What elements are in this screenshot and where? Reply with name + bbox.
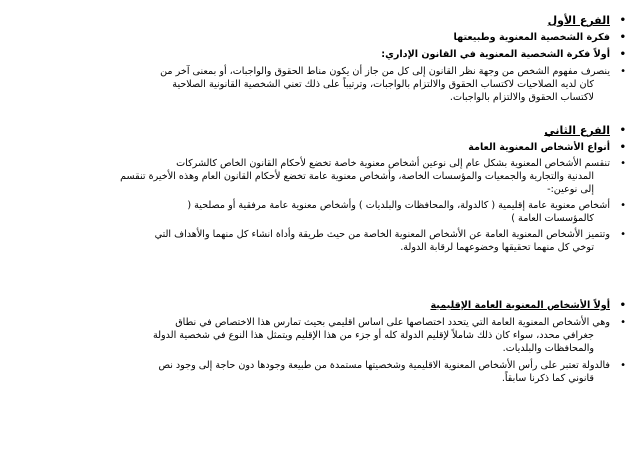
section-2-para-3-line-2: توخي كل منهما تحقيقها وخضوعهما لرقابة الدولة. <box>400 242 594 253</box>
section-1-para-line-1: • ينصرف مفهوم الشخص من وجهة نظر القانون إلى كل من جاز أن يكون مناط الحقوق والواجبات، أو بمعنى آخر من <box>24 65 610 78</box>
section-1-para-line-3: لاكتساب الحقوق والالتزام بالواجبات. <box>449 92 594 103</box>
section-3-title: • أولاً الأشخاص المعنوية العامة الإقليمية <box>24 299 610 312</box>
section-2-para-1-line-3: إلى نوعين:- <box>547 184 594 195</box>
section-1-para-line-2: كان لديه الصلاحيات لاكتساب الحقوق والالتزام بالواجبات، وترتيباً على ذلك تعني الشخصية القانونية الصلاحية <box>172 79 594 90</box>
section-2-para-1-line-1: • تنقسم الأشخاص المعنوية بشكل عام إلى نوعين أشخاص معنوية خاصة تخضع لأحكام القانون الخاص كالشركات <box>24 157 610 170</box>
section-2-title: • الفرع الثاني <box>24 124 610 137</box>
section-3-para-1-line-2: جغرافي محدد، سواء كان ذلك شاملاً لإقليم الدولة كله أو جزء من هذا الإقليم ويتمثل هذا النوع في شخصية الدولة <box>152 330 594 341</box>
section-2-para-2-line-1: • أشخاص معنوية عامة إقليمية ( كالدولة، والمحافظات والبلديات ) وأشخاص معنوية عامة مرفقية أو مصلحية ( <box>24 199 610 212</box>
section-1-point-title: • أولاً فكرة الشخصية المعنوية في القانون الإداري: <box>24 48 610 61</box>
section-3-para-2-line-2: قانوني كما ذكرنا سابقاً. <box>501 373 594 384</box>
section-3-para-1-line-1: • وهي الأشخاص المعنوية العامة التي يتحدد اختصاصها على اساس اقليمي بحيث تمارس هذا الاختصاص في نطاق <box>24 316 610 329</box>
section-3-para-1-line-3: والمحافظات والبلديات. <box>502 343 594 354</box>
section-1-subtitle: • فكرة الشخصية المعنوية وطبيعتها <box>24 31 610 44</box>
section-3-para-2-line-1: • فالدولة تعتبر على رأس الأشخاص المعنوية الاقليمية وشخصيتها مستمدة من طبيعة وجودها دون حاجة إلى وجود نص <box>24 359 610 372</box>
section-2-para-1-line-2: المدنية والتجارية والجمعيات والمؤسسات الخاصة، وأشخاص معنوية عامة تخضع لأحكام القانون العام وهذه الأخيرة تنقسم <box>120 171 594 182</box>
section-2-para-2-line-2: كالمؤسسات العامة ) <box>511 213 594 224</box>
section-1-title: • الفرع الأول <box>24 14 610 27</box>
section-2-subtitle: • أنواع الأشخاص المعنوية العامة <box>24 141 610 154</box>
section-2-para-3-line-1: • وتتميز الأشخاص المعنوية العامة عن الأشخاص المعنوية الخاصة من حيث طريقة وأداة انشاء كل منهما والأهداف التي <box>24 228 610 241</box>
